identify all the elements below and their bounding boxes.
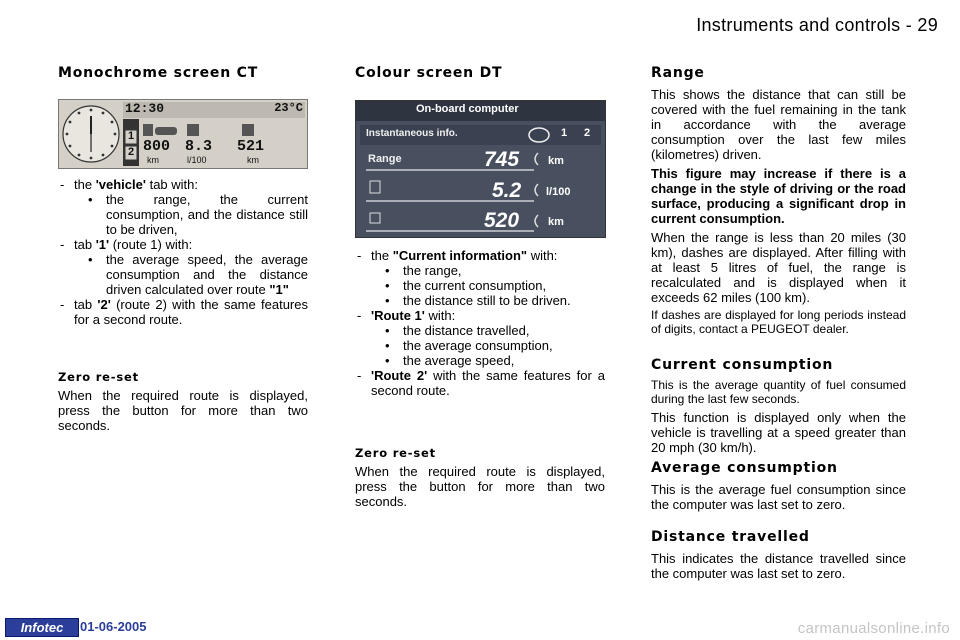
range-text: This shows the distance that can still be covered with the fuel remaining in the tank in accordance with the average consumption over the last few miles (kilometres) driven.	[651, 87, 906, 162]
colour-list	[355, 248, 605, 398]
monochrome-reset-text: When the required route is displayed, press the button for more than two seconds.	[58, 388, 308, 433]
monochrome-list	[58, 177, 308, 327]
dt-range-value: 745	[484, 148, 520, 171]
range-title: Range	[651, 65, 705, 81]
explanations-column	[651, 66, 906, 585]
list-item: • the average speed,	[371, 353, 605, 368]
dt-distance-unit: km	[548, 216, 564, 228]
list-item: • the distance still to be driven.	[371, 293, 605, 308]
ct-tab-1: 1	[128, 130, 135, 142]
list-item: - tab '2' (route 2) with the same features for a second route.	[58, 297, 308, 327]
dt-tab-label: Instantaneous info.	[366, 128, 458, 139]
average-consumption-title: Average consumption	[651, 460, 838, 476]
list-item: - tab '1' (route 1) with: • the average speed, the average consumption and the distance driven calculated over route "1"	[58, 237, 308, 297]
monochrome-title: Monochrome screen CT	[58, 65, 259, 81]
dt-tab-2: 2	[584, 127, 591, 139]
list-item: - 'Route 1' with: • the distance travelled, • the average consumption, • the average speed,	[355, 308, 605, 368]
ct-unit-distance: km	[247, 155, 259, 165]
infotec-logo: Infotec	[5, 618, 79, 637]
ct-unit-range: km	[147, 155, 159, 165]
footer-date: 01-06-2005	[80, 619, 147, 634]
colour-reset	[355, 446, 605, 513]
dt-screen-title: On-board computer	[416, 103, 519, 115]
current-consumption-title: Current consumption	[651, 357, 834, 373]
current-consumption-speed-text: This function is displayed only when the vehicle is travelling at a speed greater than 20 mph (30 km/h).	[651, 410, 906, 455]
list-item: - the "Current information" with: • the range, • the current consumption, • the distance still to be driven.	[355, 248, 605, 308]
colour-title: Colour screen DT	[355, 65, 503, 81]
monochrome-screen-drawing	[59, 100, 307, 168]
dt-tab-1: 1	[561, 127, 568, 139]
ct-screen-temp: 23°C	[274, 101, 303, 115]
monochrome-reset	[58, 370, 308, 437]
list-item: • the range, the current consumption, and the distance still to be driven,	[74, 192, 308, 237]
ct-tab-2: 2	[128, 146, 135, 158]
range-note: This figure may increase if there is a change in the style of driving or the road surface, producing a significant drop in current consumption.	[651, 166, 906, 226]
current-consumption-text: This is the average quantity of fuel consumed during the last few seconds.	[651, 378, 906, 406]
list-item: • the distance travelled,	[371, 323, 605, 338]
list-item: • the average speed, the average consumption and the distance driven calculated over route "1"	[74, 252, 308, 297]
dt-consumption-value: 5.2	[492, 179, 522, 202]
colour-reset-title: Zero re-set	[355, 446, 436, 460]
colour-section	[355, 66, 605, 81]
distance-travelled-text: This indicates the distance travelled since the computer was last set to zero.	[651, 551, 906, 581]
colour-screen-image	[355, 100, 606, 238]
list-item: - 'Route 2' with the same features for a second route.	[355, 368, 605, 398]
colour-screen-drawing	[356, 101, 605, 237]
ct-value-consumption: 8.3	[185, 138, 213, 155]
distance-travelled-title: Distance travelled	[651, 529, 810, 545]
ct-unit-consumption: l/100	[187, 155, 207, 165]
list-item: • the average consumption,	[371, 338, 605, 353]
dt-consumption-unit: l/100	[546, 186, 571, 198]
colour-reset-text: When the required route is displayed, press the button for more than two seconds.	[355, 464, 605, 509]
dt-range-label: Range	[368, 153, 402, 165]
ct-screen-time: 12:30	[125, 101, 165, 116]
average-consumption-text: This is the average fuel consumption since the computer was last set to zero.	[651, 482, 906, 512]
monochrome-reset-title: Zero re-set	[58, 370, 139, 384]
monochrome-screen-image	[58, 99, 308, 169]
ct-value-distance: 521	[237, 138, 265, 155]
dt-distance-value: 520	[484, 209, 520, 232]
watermark: carmanualsonline.info	[797, 620, 950, 637]
ct-value-range: 800	[143, 138, 171, 155]
dt-range-unit: km	[548, 155, 564, 167]
list-item: • the range,	[371, 263, 605, 278]
list-item: - the 'vehicle' tab with: • the range, the current consumption, and the distance still to be driven,	[58, 177, 308, 237]
page-header: Instruments and controls - 29	[696, 15, 938, 35]
range-dashes-text: When the range is less than 20 miles (30 km), dashes are displayed. After filling with at least 5 litres of fuel, the range is recalculated and is displayed when it exceeds 62 miles (100 km).	[651, 230, 906, 305]
monochrome-section	[58, 66, 308, 81]
range-dealer-text: If dashes are displayed for long periods instead of digits, contact a PEUGEOT dealer.	[651, 308, 906, 336]
list-item: • the current consumption,	[371, 278, 605, 293]
